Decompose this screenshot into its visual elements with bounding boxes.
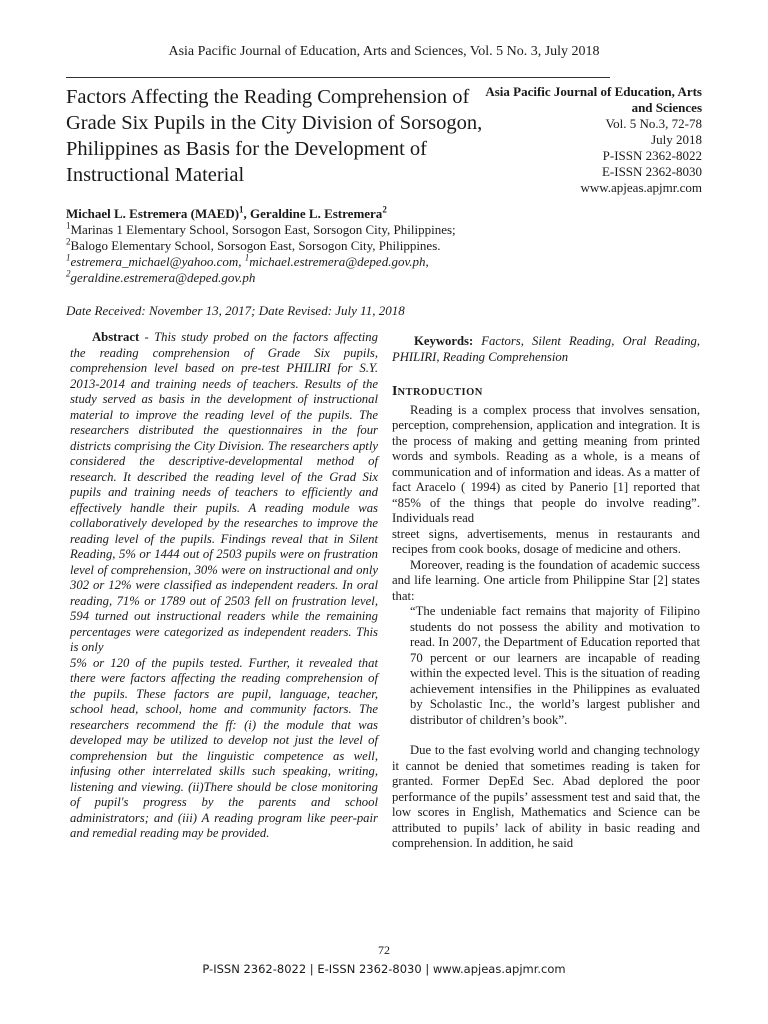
email-link-2[interactable]: michael.estremera@deped.gov.ph,	[249, 254, 429, 269]
author-2-sup: 2	[382, 204, 387, 215]
intro-paragraph-1: Reading is a complex process that involves sensation, perception, comprehension, application and integration. It is the process of making and getting meaning from printed words and symbols. Reading as a whole, is a means of communication and of information and ideas. As a matter of fact Aracelo ( 1994) as cited by Panerio [1] reported that “85% of the things that people do involve reading”. Individuals read	[392, 402, 700, 525]
submission-dates: Date Received: November 13, 2017; Date Revised: July 11, 2018	[66, 303, 405, 318]
running-header: Asia Pacific Journal of Education, Arts and Sciences, Vol. 5 No. 3, July 2018	[168, 44, 600, 59]
journal-website: www.apjeas.apjmr.com	[580, 180, 702, 195]
journal-e-issn: E-ISSN 2362-8030	[601, 164, 702, 179]
email-link-3[interactable]: geraldine.estremera@deped.gov.ph	[70, 270, 256, 285]
author-emails-2: $^2$geraldine.estremera@deped.gov.ph	[66, 268, 256, 285]
author-block	[66, 206, 706, 286]
introduction-heading: INTRODUCTION	[392, 384, 483, 399]
abstract-column	[70, 330, 378, 842]
keywords-label: Keywords:	[414, 334, 474, 348]
author-2: Geraldine L. Estremera	[250, 206, 383, 221]
author-1-sup: 1	[239, 204, 244, 215]
journal-info	[482, 84, 702, 196]
email-link-1[interactable]: estremera_michael@yahoo.com,	[70, 254, 245, 269]
abstract-text-1: This study probed on the factors affecting the reading comprehension of Grade Six pupils, comprehension level based on pre-test PHILIRI for S.Y. 2013-2014 and training needs of teachers. Results of the study served as basis in the development of instructional material to improve the reading level of the pupils. The researchers distributed the questionnaires in the four districts comprising the City Division. The researchers aptly considered the descriptive-developmental method of research. It described the reading level of the Grad Six pupils and training needs of teachers to efficiently and effectively handle their pupils. A reading module was collaboratively developed by the researches to improve the reading level of the pupils. Findings reveal that in Silent Reading, 5% or 1444 out of 2503 pupils were on frustration level of comprehension, 30% were on instructional and only 302 or 12% were classified as independent readers. In oral reading, 71% or 1789 out of 2503 fell on frustration level, 594 turned out instructional readers while the remaining percentages were categorized as independent readers. This is only	[70, 330, 378, 654]
body-column	[392, 334, 700, 852]
abstract-text-2: 5% or 120 of the pupils tested. Further, it revealed that there were factors affecting the reading comprehension of the pupils. These factors are pupil, language, teacher, school head, school, home and community factors. The researchers recommend the ff: (i) the module that was developed may be utilized to develop not just the level of comprehension but the linguistic competence as well, infusing other interrelated skills such speaking, writing, listening and viewing. (ii)There should be close monitoring of pupil's progress by the parents and school administrators; and (iii) A reading program like peer-pair and remedial reading may be provided.	[70, 655, 378, 840]
keywords-text: Factors, Silent Reading, Oral Reading, PHILIRI, Reading Comprehension	[392, 334, 700, 364]
page-number: 72	[378, 943, 390, 957]
author-separator: ,	[243, 206, 251, 221]
journal-p-issn: P-ISSN 2362-8022	[602, 148, 702, 163]
author-names	[66, 206, 706, 222]
author-emails-1: $^1$estremera_michael@yahoo.com, $^1$michael.estremera@deped.gov.ph,	[66, 252, 429, 269]
page-footer: P-ISSN 2362-8022 | E-ISSN 2362-8030 | www.apjeas.apjmr.com	[202, 962, 566, 976]
journal-date: July 2018	[651, 132, 702, 147]
journal-name: Asia Pacific Journal of Education, Arts and Sciences	[485, 84, 702, 115]
abstract-paragraph	[70, 330, 378, 656]
abstract-label: Abstract	[92, 330, 140, 344]
paper-title: Factors Affecting the Reading Comprehension of Grade Six Pupils in the City Division of Sorsogon, Philippines as Basis for the Development of Instructional Material	[66, 86, 483, 186]
intro-paragraph-3: Due to the fast evolving world and changing technology it cannot be denied that sometimes reading is taken for granted. Former DepEd Sec. Abad deplored the poor performance of the pupils’ assessment test and said that, the low scores in English, Mathematics and Science can be attributed to pupils’ lack of ability in basic reading and comprehension. In addition, he said	[392, 743, 700, 850]
affiliation-2: $^2$Balogo Elementary School, Sorsogon East, Sorsogon City, Philippines.	[66, 236, 441, 253]
abstract-continuation	[70, 656, 378, 842]
intro-quote: “The undeniable fact remains that majority of Filipino students do not possess the ability and motivation to read. In 2007, the Department of Education reported that 70 percent or our learners are incapable of reading within the expected level. This is the situation of reading achievement intensifies in the Philippines as evaluated by Scholastic Inc., the world’s largest publisher and distributor of children’s book”.	[410, 604, 700, 727]
abstract-dash: -	[139, 330, 155, 344]
author-1: Michael L. Estremera (MAED)	[66, 206, 240, 221]
affiliation-1: $^1$Marinas 1 Elementary School, Sorsogon East, Sorsogon City, Philippines;	[66, 220, 456, 237]
intro-paragraph-2: Moreover, reading is the foundation of academic success and life learning. One article from Philippine Star [2] states that:	[392, 557, 700, 603]
header-rule	[66, 77, 610, 78]
intro-paragraph-1-cont: street signs, advertisements, menus in restaurants and recipes from cook books, dosage of medicine and others.	[392, 526, 700, 556]
keywords	[392, 334, 700, 365]
journal-volume: Vol. 5 No.3, 72-78	[605, 116, 702, 131]
